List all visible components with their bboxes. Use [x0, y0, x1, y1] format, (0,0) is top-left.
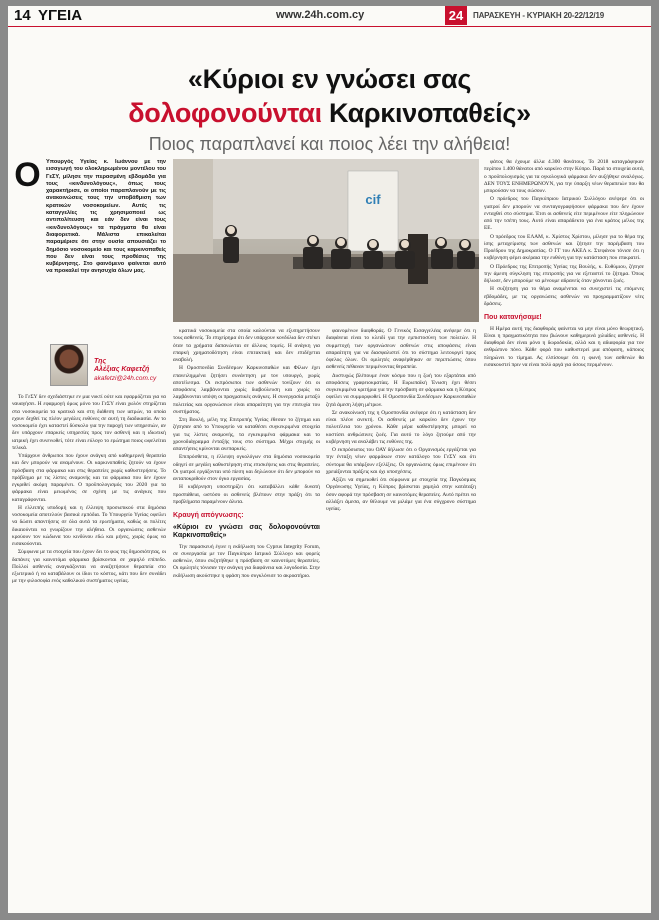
author-email: akafetzi@24h.com.cy	[94, 375, 157, 382]
subhead-where-we-are: Που κατανήσαμε!	[484, 314, 542, 321]
text-column-4: φάτος θα έχουμε άλλα 4.300 θανάτους. Το 2018 καταγράφηκαν περίπου 1.400 θάνατοι από καρκίνο στην Κύπρο. Παρά τα στοιχεία αυτά, ο προϋπολογισμός για τα ογκολογικά φάρμακα δεν αυξήθηκε αναλόγως. ΔΕΝ ΤΟΥΣ ΕΝΗΜΕΡΩΝΟΥΝ, για την ύπαρξη νέων θεραπειών που θα μπορούσαν να τους σώσουν. Ο πρόεδρος του Παγκύπριου Ιατρικού Συλλόγου ανέφερε ότι οι γιατροί δεν μπορούν να συνταγογραφήσουν φάρμακα που δεν έχουν ενταχθεί στο σύστημα. Έτσι οι ασθενείς είτε περιμένουν είτε πληρώνουν από την τσέπη τους. Αυτό είναι απαράδεκτο για ένα κράτος μέλος της ΕΕ. Ο πρόεδρος του ΕΛΑΜ, κ. Χρίστος Χρίστου, μίλησε για το θέμα της ίσης μεταχείρισης των ασθενών και ζήτησε την παρέμβαση του Προέδρου της Δημοκρατίας. Ο ΓΓ του ΑΚΕΛ κ. Στεφάνου τόνισε ότι η κυβέρνηση φέρει ακέραια την ευθύνη για την κατάσταση που επικρατεί. Ο Πρόεδρος της Επιτροπής Υγείας της Βουλής, κ. Ευθύμιου, ζήτησε την άμεση σύγκληση της επιτροπής για να εξεταστεί το ζήτημα. Όπως δήλωσε, δεν μπορούμε να μένουμε αδρανείς όταν χάνονται ζωές. Η συζήτηση για το θέμα αναμένεται να συνεχιστεί τις επόμενες εβδομάδες, με τις οργανώσεις ασθενών να προγραμματίζουν νέες δράσεις. Που κατανήσαμε! Η Ημέρα αυτή της διαφθοράς φαίνεται να μην είναι μόνο θεωρητική. Είναι η πραγματικότητα που βιώνουν καθημερινά χιλιάδες ασθενείς. Η διαφθορά δεν είναι μόνο η δωροδοκία, αλλά και η αδιαφορία για τον ανθρώπινο πόνο. Κάθε φορά που καθυστερεί μια απόφαση, κάποιος πληρώνει το τίμημα. Ας ελπίσουμε ότι η φωνή των ασθενών θα εισακουστεί πριν να είναι πολύ αργά για όσους περιμένουν.	[484, 159, 644, 368]
newspaper-page	[8, 6, 651, 913]
brand-logo: 24	[445, 6, 467, 25]
headline-rest: Καρκινοπαθείς»	[321, 98, 531, 128]
headline-line-1: «Κύριοι εν γνώσει σας	[187, 64, 472, 94]
section-title: ΥΓΕΙΑ	[38, 7, 83, 24]
banner-logo: cif	[365, 192, 381, 207]
author-avatar	[50, 344, 88, 386]
issue-date: ΠΑΡΑΣΚΕΥΗ - ΚΥΡΙΑΚΗ 20-22/12/19	[473, 11, 604, 20]
subheadline: Ποιος παραπλανεί και ποιος λέει την αλήθεια!	[148, 134, 511, 154]
text-column-1: Το ΓεΣΥ δεν σχεδιάστηκε εν μια νυκτί ούτε και εφαρμόζεται για να ναυαγήσει. Η εφαρμογή όμως μόνο του ΓεΣΥ είναι χωλόν στηρίζεται στα νοσοκομεία τα κρατικά και στη διάθεση των ιατρών, τα οποία εχουν δεχθεί τις πλέον μεγάλες ευθύνες σε αυτή τη διαδικασία. Αν το νοσοκομείο έχει καταστεί δύσκολο για την παροχή των υπηρεσιών, αν δεν υπάρχουν επαρκείς υπηρεσίες προς τον ασθενή και η ιδιωτική ιατρική έχει συνενωθεί, τότε είναι εύλογο το ερώτημα ποιος ωφελείται τελικά. Υπάρχουν άνθρωποι που έχουν ανάγκη από καθημερινή θεραπεία και δεν μπορούν να αναμένουν. Οι καρκινοπαθείς ζητούν να έχουν πρόσβαση στα φάρμακα και στις θεραπείες χωρίς καθυστερήσεις. Το πρόβλημα με τις λίστες αναμονής και τα φάρμακα που δεν έχουν εγκριθεί ακόμη παραμένει. Ο προϋπολογισμός του 2020 για τα φάρμακα είναι μειωμένος σε σχέση με τις ανάγκες που καταγράφονται. Η ελλειπής υποδομή και η έλλειψη προσωπικού στα δημόσια νοσοκομεία αποτελούν βασικά εμπόδια. Το Υπουργείο Υγείας οφείλει να δώσει απαντήσεις σε όλα αυτά τα ερωτήματα, καθώς οι πολίτες δικαιούνται να γνωρίζουν την αλήθεια. Οι οργανώσεις ασθενών κρούουν τον κώδωνα του κινδύνου εδώ και μήνες, χωρίς όμως να εισακούονται. Σύμφωνα με τα στοιχεία που έχουν δει το φως της δημοσιότητας, οι δαπάνες για καινοτόμα φάρμακα βρίσκονται σε χαμηλό επίπεδο. Πολλοί ασθενείς αναγκάζονται να αναζητήσουν θεραπεία στο εξωτερικό ή να καταβάλουν οι ίδιοι το κόστος, κάτι που δεν συνάδει με την φιλοσοφία ενός καθολικού συστήματος υγείας.	[12, 394, 166, 585]
headline-red-word: δολοφονούνται	[128, 98, 322, 128]
site-url: www.24h.com.cy	[276, 9, 365, 21]
conference-photo	[173, 159, 479, 322]
drop-cap: Ο	[14, 156, 41, 194]
subhead-cry: Κραυγή απόγνωσης:	[173, 512, 244, 519]
page-number: 14	[14, 7, 31, 24]
page-header	[8, 6, 651, 27]
conference-photo-illustration	[173, 159, 479, 322]
subhead-quote: «Κύριοι εν γνώσει σας δολοφονούνται Καρκινοπαθείς»	[173, 523, 320, 539]
author-byline: Της Αλέξιας Καφετζή	[94, 358, 150, 373]
headline-line-2	[8, 98, 651, 129]
text-column-3: φαινομένων διαφθοράς. Ο Γενικός Εισαγγελέας ανέφερε ότι η διαφάνεια είναι το κλειδί για την εμπιστοσύνη των πολιτών. Η συμμετοχή των οργανώσεων ασθενών στις αποφάσεις είναι απαραίτητη για να διασφαλιστεί ότι το σύστημα λειτουργεί προς όφελος όλων. Οι ομιλητές αναφέρθηκαν σε περιπτώσεις όπου ασθενείς πέθαναν περιμένοντας θεραπεία. Δυστυχώς βλέπουμε έναν κόσμο που η ζωή του εξαρτάται από αποφάσεις γραφειοκρατίας. Η Ευρωπαϊκή Ένωση έχει θέσει συγκεκριμένα κριτήρια για την πρόσβαση σε φάρμακα και η Κύπρος οφείλει να συμμορφωθεί. Η Ομοσπονδία Συνδέσμων Καρκινοπαθών ζητά άμεση λήψη μέτρων. Σε ανακοίνωσή της η Ομοσπονδία ανέφερε ότι η κατάσταση δεν είναι πλέον ανεκτή. Οι ασθενείς με καρκίνο δεν έχουν την πολυτέλεια του χρόνου. Κάθε μέρα καθυστέρησης μπορεί να κοστίσει ανθρώπινες ζωές. Για αυτό το λόγο ζητούμε από την κυβέρνηση να αναλάβει τις ευθύνες της. Ο εκπρόσωπος του ΟΑΥ δήλωσε ότι ο Οργανισμός εργάζεται για την ένταξη νέων φαρμάκων στον κατάλογο του ΓεΣΥ και ότι σύντομα θα υπάρξουν εξελίξεις. Οι οργανώσεις όμως επιμένουν ότι χρειάζονται πράξεις και όχι υποσχέσεις. Αξίζει να σημειωθεί ότι σύμφωνα με στοιχεία της Παγκόσμιας Οργάνωσης Υγείας, η Κύπρος βρίσκεται χαμηλά στην κατάταξη όσον αφορά την πρόσβαση σε καινοτόμες θεραπείες. Αυτό πρέπει να αλλάξει άμεσα, αν θέλουμε να μιλάμε για ένα σύγχρονο σύστημα υγείας.	[326, 328, 476, 512]
lead-paragraph: Υπουργός Υγείας κ. Ιωάννου με την εισαγωγή του ολοκληρωμένου μοντέλου του ΓεΣΥ, μίλησε την περασμένη εβδομάδα για τους «κινδυνολόγους», όπως τους χαρακτήρισε, οι οποίοι παραπλανούν με τις ανακοινώσεις τους την υποβάθμιση των κρατικών νοσοκομείων. Αυτές τις καταγγελίες τις χρησιμοποιεί ως αντιπολίτευση και εάν δεν είναι τους «κινδυνολόγους» τα πράγματα θα είναι διαφορετικά. Μάλιστα επικαλείται παραμέρισε ότι στην ουσία απουσιάζει το δημόσιο νοσοκομείο και τους καρκινοπαθείς που δεν είναι τους προθέσεις της κυβέρνησης. Στο φαινόμενο φαίνεται αυτό να προκαλεί την ανησυχία όλων μας.	[46, 159, 166, 275]
text-column-2: κρατικά νοσοκομεία στα οποία καλούνται να εξυπηρετήσουν τους ασθενείς. Το επιχείρημα ότι δεν υπάρχουν κονδύλια δεν στέκει όταν τα χρήματα δαπανώνται σε άλλους τομείς. Η ανάγκη για επαρκή χρηματοδότηση είναι επιτακτική και δεν επιδέχεται αναβολή. Η Ομοσπονδία Συνδέσμων Καρκινοπαθών και Φίλων έχει επανειλημμένα ζητήσει συνάντηση με τον υπουργό, χωρίς αποτέλεσμα. Οι εκπρόσωποι των ασθενών τονίζουν ότι οι αποφάσεις λαμβάνονται χωρίς διαβούλευση και χωρίς να λαμβάνονται υπόψη οι πραγματικές ανάγκες. Η συνεργασία μεταξύ πολιτείας και οργανώσεων είναι απαραίτητη για την επιτυχία του συστήματος. Στη Βουλή, μέλη της Επιτροπής Υγείας έθεσαν το ζήτημα και ζήτησαν από το Υπουργείο να καταθέσει συγκεκριμένα στοιχεία για τις λίστες αναμονής, τα εγκεκριμένα φάρμακα και το χρονοδιάγραμμα ένταξής τους στο σύστημα. Μέχρι στιγμής οι απαντήσεις κρίνονται ανεπαρκείς. Επιπρόσθετα, η έλλειψη ογκολόγων στα δημόσια νοσοκομεία οδηγεί σε μεγάλη καθυστέρηση στις επισκέψεις και στις θεραπείες. Οι γιατροί εργάζονται υπό πίεση και δηλώνουν ότι δεν μπορούν να ανταποκριθούν στον όγκο εργασίας. Η κυβέρνηση υποστηρίζει ότι καταβάλλει κάθε δυνατή προσπάθεια, ωστόσο οι ασθενείς βλέπουν στην πράξη ότι τα προβλήματα παραμένουν άλυτα. Κραυγή απόγνωσης: «Κύριοι εν γνώσει σας δολοφονούνται Καρκινοπαθείς» Την παρασκευή έγινε η εκδήλωση του Cyprus Integrity Forum, σε συνεργασία με τον Παγκύπριο Ιατρικό Σύλλογο και φορείς ασθενών, όπου συζητήθηκε η πρόσβαση σε καινοτόμες θεραπείες. Οι ομιλητές τόνισαν την ανάγκη για διαφάνεια και λογοδοσία. Στην εκδήλωση ακούστηκε η φράση που συγκλόνισε το ακροατήριο.	[173, 328, 320, 579]
